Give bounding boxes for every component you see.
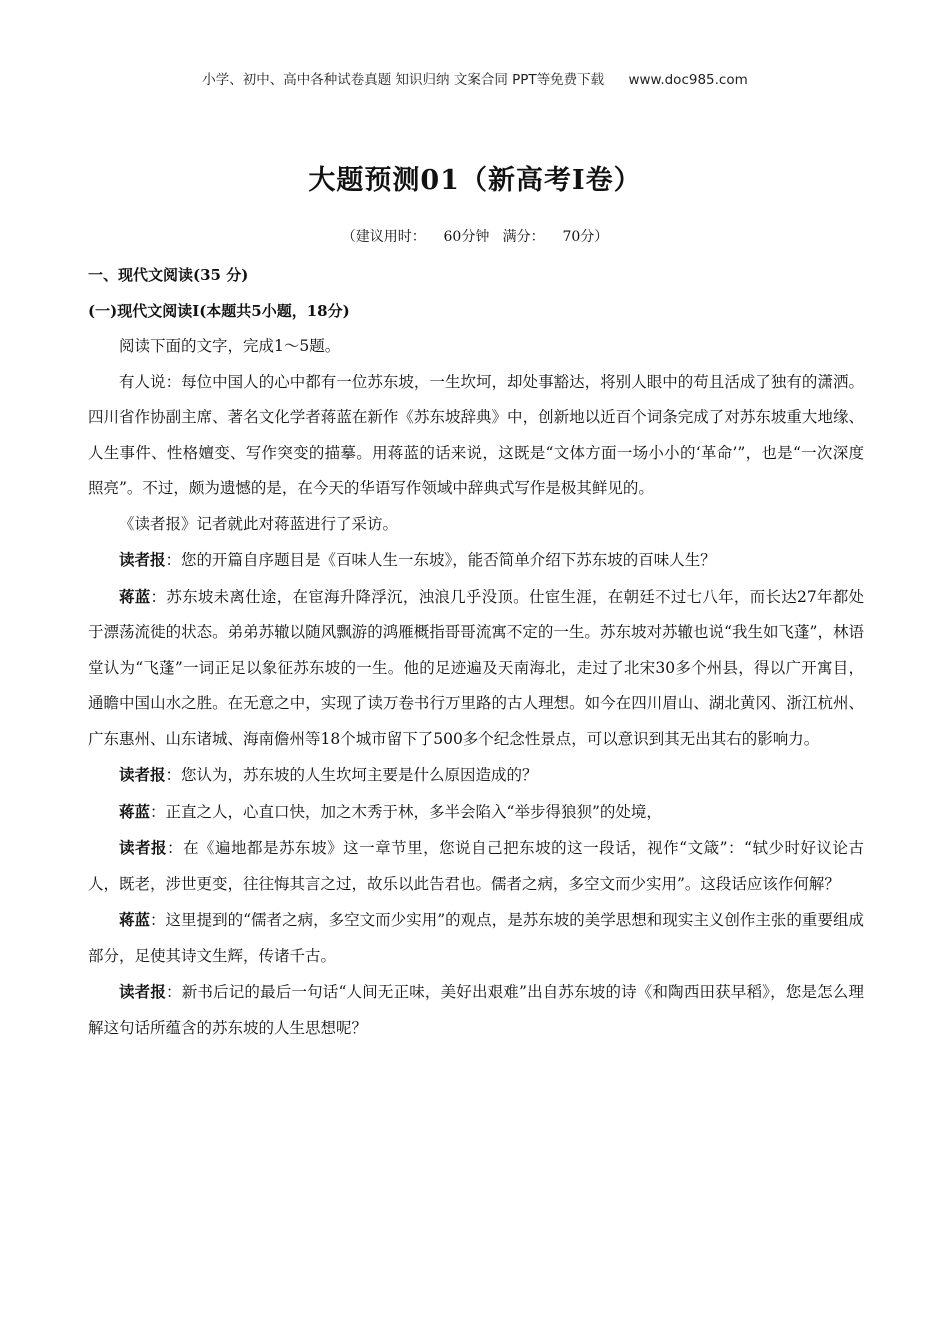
dialogue-text: 您的开篇自序题目是《百味人生一东坡》，能否简单介绍下苏东坡的百味人生？	[181, 551, 716, 569]
dialogue-paragraph	[88, 830, 864, 902]
dialogue-text: 您认为，苏东坡的人生坎坷主要是什么原因造成的？	[181, 766, 538, 784]
intro-paragraph: 有人说：每位中国人的心中都有一位苏东坡，一生坎坷，却处事豁达，将别人眼中的苟且活成了独有的潇洒。四川省作协副主席、著名文化学者蒋蓝在新作《苏东坡辞典》中，创新地以近百个词条完成了对苏东坡重大地缘、人生事件、性格嬗变、写作突变的描摹。用蒋蓝的话来说，这既是“文体方面一场小小的‘革命’”，也是“一次深度照亮”。不过，颇为遗憾的是，在今天的华语写作领域中辞典式写作是极其鲜见的。	[88, 372, 864, 497]
dialogue-paragraph	[88, 757, 864, 794]
speaker-label: 蒋蓝	[119, 801, 151, 821]
speaker-sep: ：	[165, 766, 182, 784]
document-body	[88, 258, 864, 1046]
speaker-label: 蒋蓝	[119, 586, 151, 606]
speaker-label: 蒋蓝	[119, 910, 151, 929]
dialogue-text: 新书后记的最后一句话“人间无正味，美好出艰难”出自苏东坡的诗《和陶西田获早稻》，您是怎么理解这句话所蕴含的苏东坡的人生思想呢？	[88, 983, 864, 1037]
speaker-sep: ：	[166, 983, 182, 1001]
instruction: 阅读下面的文字，完成1～5题。	[119, 337, 341, 355]
speaker-sep: ：	[167, 839, 184, 857]
speaker-sep: ：	[150, 911, 166, 929]
speaker-label: 读者报	[119, 838, 168, 857]
header-site-link[interactable]: www.doc985.com	[628, 72, 748, 88]
section-heading: 一、现代文阅读(35 分)	[88, 266, 249, 284]
dialogue-paragraph	[88, 579, 864, 758]
speaker-sep: ：	[150, 587, 167, 606]
speaker-label: 读者报	[119, 982, 167, 1001]
dialogue-text: 在《遍地都是苏东坡》这一章节里，您说自己把东坡的这一段话，视作“文箴”：“轼少时好议论古人，既老，涉世更变，往往悔其言之过，故乐以此告君也。儒者之病，多空文而少实用”。这段话应该作何解？	[88, 839, 864, 893]
dialogue-paragraph	[88, 794, 864, 831]
speaker-label: 读者报	[119, 765, 166, 784]
speaker-sep: ：	[165, 551, 182, 569]
speaker-sep: ：	[150, 802, 166, 821]
dialogue-text: 这里提到的“儒者之病，多空文而少实用”的观点，是苏东坡的美学思想和现实主义创作主张的重要组成部分，足使其诗文生辉，传诸千古。	[88, 911, 864, 965]
header-text: 小学、初中、高中各种试卷真题 知识归纳 文案合同 PPT等免费下载	[202, 72, 605, 88]
page-header	[0, 68, 950, 88]
subsection-heading: (一)现代文阅读Ⅰ(本题共5小题，18分)	[88, 301, 350, 320]
dialogue-text: 正直之人，心直口快，加之木秀于林，多半会陷入“举步得狼狈”的处境，	[165, 802, 662, 821]
intro-paragraph: 《读者报》记者就此对蒋蓝进行了采访。	[119, 514, 399, 533]
exam-meta: （建议用时： 60分钟 满分： 70分）	[341, 229, 609, 245]
dialogue-paragraph	[88, 542, 864, 579]
dialogue-paragraph	[88, 974, 864, 1046]
page-title: 大题预测01（新高考Ⅰ卷）	[308, 165, 642, 196]
speaker-label: 读者报	[119, 550, 166, 569]
dialogue-text: 苏东坡未离仕途，在宦海升降浮沉，浊浪几乎没顶。仕宦生涯，在朝廷不过七八年，而长达27年都处于漂荡流徙的状态。弟弟苏辙以随风飘游的鸿雁概指哥哥流寓不定的一生。苏东坡对苏辙也说“我生如飞蓬”，林语堂认为“飞蓬”一词正足以象征苏东坡的一生。他的足迹遍及天南海北，走过了北宋30多个州县，得以广开寓目，通瞻中国山水之胜。在无意之中，实现了读万卷书行万里路的古人理想。如今在四川眉山、湖北黄冈、浙江杭州、广东惠州、山东诸城、海南儋州等18个城市留下了500多个纪念性景点，可以意识到其无出其右的影响力。	[88, 587, 864, 748]
dialogue-paragraph	[88, 902, 864, 974]
